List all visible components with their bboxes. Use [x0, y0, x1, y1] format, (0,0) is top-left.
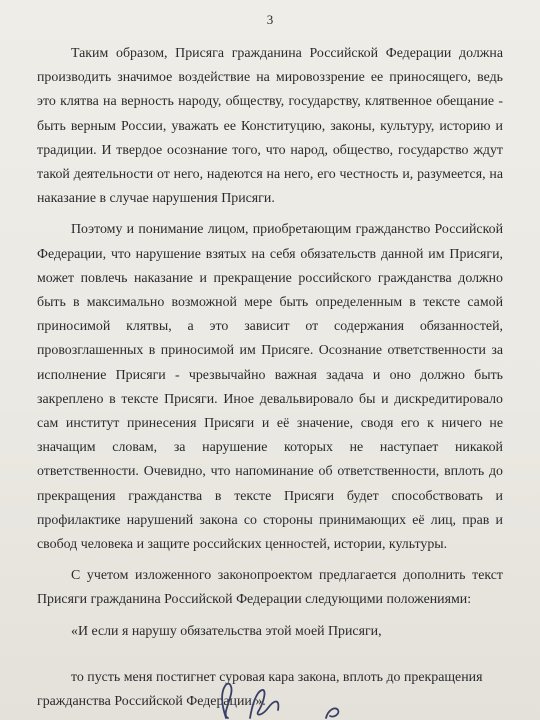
paragraph-responsibility: Поэтому и понимание лицом, приобретающим гражданство Российской Федерации, что нарушение взятых на себя обязательств данной им Присяги, может повлечь наказание и прекращение российского гражданства должно быть в максимально возможной мере быть определенным в тексте самой приносимой клятвы, а это зависит от содержания обязанностей, провозглашенных в приносимой им Присяге. Осознание ответственности за исполнение Присяги - чрезвычайно важная задача и оно должно быть закреплено в тексте Присяги. Иное девальвировало бы и дискредитировало сам институт принесения Присяги и её значение, сводя его к ничего не значащим словам, за нарушение которых не наступает никакой ответственности. Очевидно, что напоминание об ответственности, вплоть до прекращения гражданства в тексте Присяги будет способствовать и профилактике нарушений закона со стороны принимающих её лиц, прав и свобод человека и защите российских ценностей, истории, культуры.	[37, 222, 503, 553]
paragraph-oath-significance: Таким образом, Присяга гражданина Российской Федерации должна производить значимое воздействие на мировоззрение ее приносящего, ведь это клятва на верность народу, обществу, государству, клятвенное обещание - быть верным России, уважать ее Конституцию, законы, культуру, историю и традиции. И твердое осознание того, что народ, общество, государство ждут такой деятельности от него, надеются на него, его честность и, разумеется, на наказание в случае нарушения Присяги.	[37, 46, 503, 207]
page-number: 3	[266, 12, 274, 27]
handwritten-signature	[198, 676, 368, 720]
document-body	[37, 42, 503, 720]
paragraph-oath-addition-line1: «И если я нарушу обязательства этой моей Присяги,	[71, 623, 382, 639]
paragraph-proposal: С учетом изложенного законопроектом предлагается дополнить текст Присяги гражданина Российской Федерации следующими положениями:	[37, 568, 503, 608]
paragraph-oath-addition-line2: то пусть меня постигнет суровая кара закона, вплоть до прекращения гражданства Российской Федерации.».	[37, 669, 483, 710]
